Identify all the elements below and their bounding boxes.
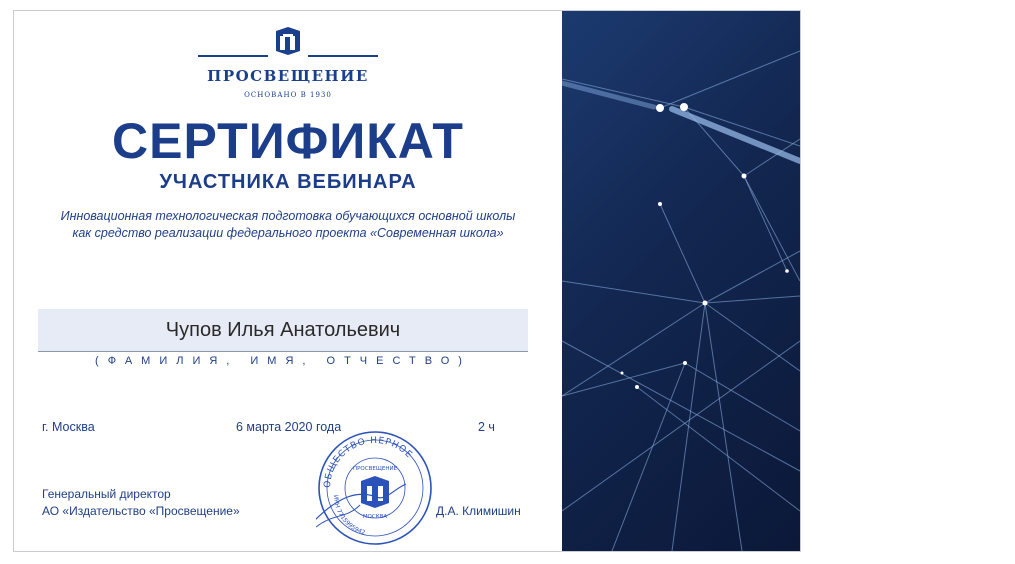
logo-name: ПРОСВЕЩЕНИЕ (207, 67, 369, 85)
stamp-inn-text: ИНН 7715995942 (331, 494, 367, 537)
certificate (13, 10, 801, 552)
stamp-ring-text: ОБЩЕСТВО НЕРНОЕ (322, 435, 415, 489)
webinar-topic-line-2: как средство реализации федерального проекта «Современная школа» (72, 226, 504, 240)
city: г. Москва (42, 420, 95, 434)
webinar-topic-line-1: Инновационная технологическая подготовка обучающихся основной школы (60, 209, 516, 223)
certificate-title: СЕРТИФИКАТ (112, 113, 464, 169)
stamp-city: МОСКВА (362, 514, 388, 520)
logo-rule-right (308, 55, 378, 57)
logo-emblem-icon (270, 27, 306, 55)
participant-name-box (38, 309, 528, 352)
signer-name: Д.А. Климишин (436, 504, 521, 518)
signer-title-line-2: АО «Издательство «Просвещение» (42, 504, 240, 518)
signer-title-line-1: Генеральный директор (42, 487, 171, 501)
certificate-subtitle: УЧАСТНИКА ВЕБИНАРА (159, 171, 417, 193)
participant-name: Чупов Илья Анатольевич (165, 319, 401, 341)
stamp-inner-text: ПРОСВЕЩЕНИЕ (352, 466, 398, 472)
date: 6 марта 2020 года (236, 420, 342, 434)
logo-founded: ОСНОВАНО В 1930 (244, 91, 332, 99)
network-graphic (562, 11, 800, 551)
logo-rule-left (198, 55, 268, 57)
name-caption: (ФАМИЛИЯ, ИМЯ, ОТЧЕСТВО) (95, 355, 471, 367)
duration-hours: 2 ч (478, 420, 495, 434)
webinar-topic (38, 208, 538, 242)
publisher-logo (198, 27, 378, 105)
official-stamp (316, 429, 434, 547)
certificate-text-area (14, 11, 562, 551)
decorative-network-panel (562, 11, 800, 551)
